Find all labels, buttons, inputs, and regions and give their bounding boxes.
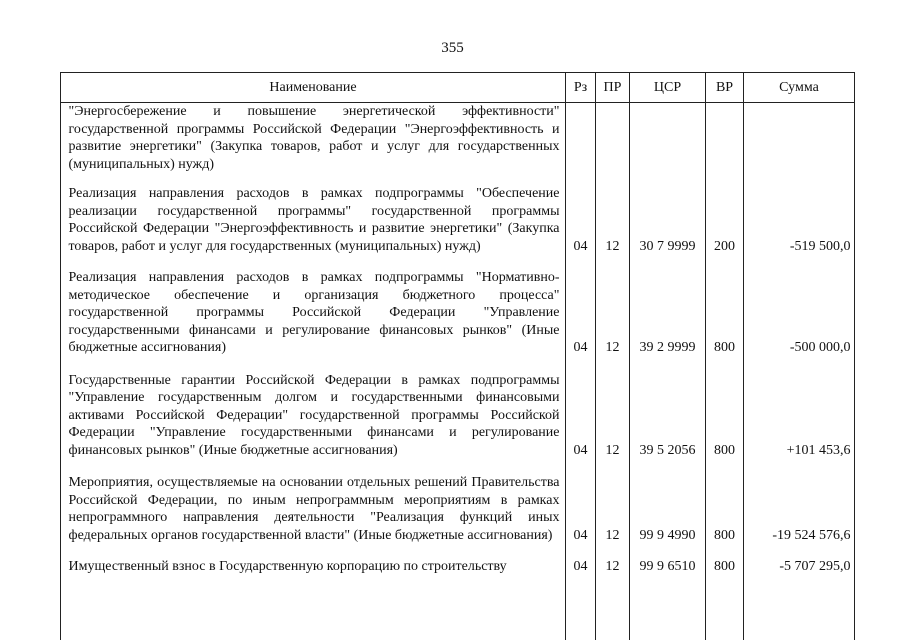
budget-table <box>60 72 855 576</box>
row-pr <box>596 103 630 186</box>
row-rz: 04 <box>573 527 588 543</box>
row-csr: 39 2 9999 <box>639 340 696 355</box>
row-pr: 12 <box>605 238 620 254</box>
header-name: Наименование <box>61 73 566 103</box>
row-csr: 39 5 2056 <box>639 442 696 458</box>
row-csr: 30 7 9999 <box>639 238 696 254</box>
row-csr <box>630 103 706 186</box>
table-row <box>61 372 855 475</box>
header-csr: ЦСР <box>630 73 706 103</box>
row-sum: -500 000,0 <box>789 340 851 355</box>
header-pr: ПР <box>596 73 630 103</box>
row-name: Имущественный взнос в Государственную корпорацию по строительству <box>68 559 507 574</box>
row-sum: -519 500,0 <box>789 238 851 254</box>
page-number: 355 <box>441 40 464 56</box>
row-pr: 12 <box>605 527 620 543</box>
row-vr <box>706 103 744 186</box>
row-sum: -5 707 295,0 <box>779 559 851 574</box>
row-name: "Энергосбережение и повышение энергетической эффективности" государственной программы Российской Федерации "Энергоэффективность и развитие энергетики" (Закупка товаров, работ и услуг для государственных (муниципальных) нужд) <box>68 104 560 172</box>
row-pr: 12 <box>605 442 620 458</box>
table-row <box>61 185 855 269</box>
row-rz: 04 <box>573 442 588 458</box>
row-sum: +101 453,6 <box>786 442 851 458</box>
budget-table-container <box>60 72 854 576</box>
row-rz: 04 <box>573 340 588 355</box>
table-header-row <box>61 73 855 103</box>
row-pr: 12 <box>605 340 620 355</box>
row-csr: 99 9 4990 <box>639 527 696 543</box>
row-csr: 99 9 6510 <box>639 559 696 574</box>
row-vr: 200 <box>714 238 735 254</box>
row-name: Реализация направления расходов в рамках подпрограммы "Нормативно-методическое обеспечение и организация бюджетного процесса" государственной программы Российской Федерации "Управление государственными финансами и регулирование финансовых рынков" (Иные бюджетные ассигнования) <box>68 270 560 355</box>
row-rz <box>566 103 596 186</box>
table-row <box>61 558 855 576</box>
header-sum: Сумма <box>744 73 855 103</box>
table-row <box>61 474 855 558</box>
row-sum: -19 524 576,6 <box>772 527 851 543</box>
table-row <box>61 269 855 372</box>
row-vr: 800 <box>714 340 735 355</box>
header-vr: ВР <box>706 73 744 103</box>
row-vr: 800 <box>714 527 735 543</box>
row-rz: 04 <box>573 238 588 254</box>
row-vr: 800 <box>714 559 735 574</box>
table-row <box>61 103 855 186</box>
header-rz: Рз <box>566 73 596 103</box>
row-name: Реализация направления расходов в рамках подпрограммы "Обеспечение реализации государственной программы" государственной программы Российской Федерации "Энергоэффективность и развитие энергетики" (Закупка товаров, работ и услуг для государственных (муниципальных) нужд) <box>68 186 560 254</box>
row-rz: 04 <box>573 559 588 574</box>
row-name: Государственные гарантии Российской Федерации в рамках подпрограммы "Управление государственным долгом и государственными финансовыми активами Российской Федерации" государственной программы Российской Федерации "Управление государственными финансами и регулирование финансовых рынков" (Иные бюджетные ассигнования) <box>68 372 560 458</box>
row-vr: 800 <box>714 442 735 458</box>
row-name: Мероприятия, осуществляемые на основании отдельных решений Правительства Российской Федерации, по иным непрограммным мероприятиям в рамках непрограммного направления деятельности "Реализация функций иных федеральных органов государственной власти" (Иные бюджетные ассигнования) <box>68 475 560 543</box>
row-pr: 12 <box>605 559 620 574</box>
row-sum <box>744 103 855 186</box>
